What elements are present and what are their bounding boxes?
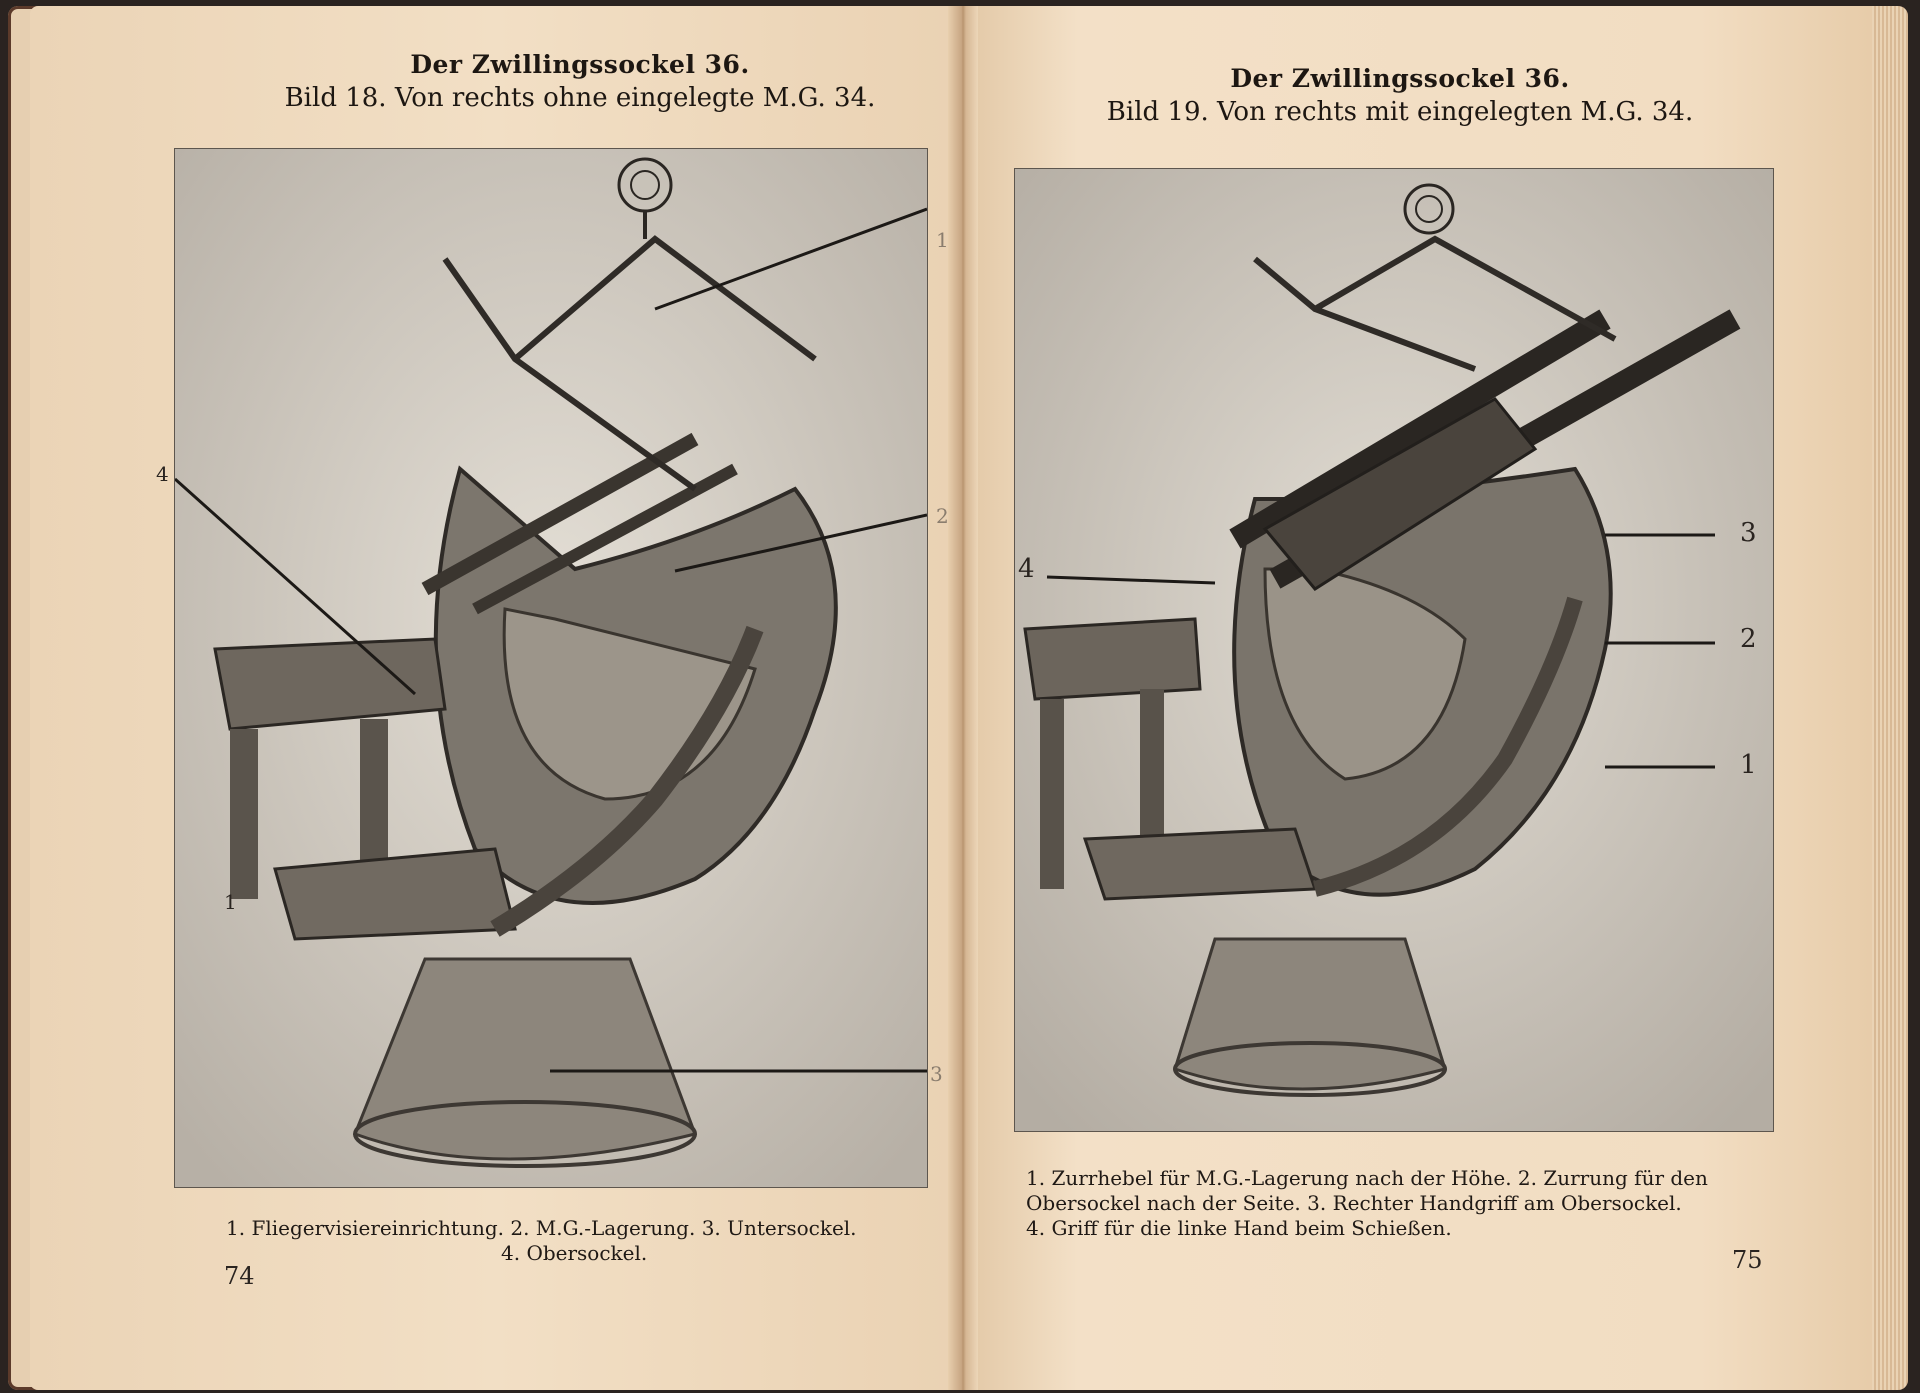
right-callout-1: 1: [1740, 750, 1757, 780]
left-header: [230, 50, 930, 113]
right-caption-line1: 1. Zurrhebel für M.G.-Lagerung nach der Höhe. 2. Zurrung für den: [1026, 1166, 1708, 1190]
book-gutter: [948, 6, 978, 1390]
left-callout-4: 4: [156, 462, 169, 486]
left-caption-line1: 1. Fliegervisiereinrichtung. 2. M.G.-Lagerung. 3. Untersockel.: [226, 1216, 857, 1240]
right-caption-line3: 4. Griff für die linke Hand beim Schießen.: [1026, 1216, 1452, 1240]
right-page-title: Der Zwillingssockel 36.: [1230, 64, 1570, 93]
twin-mount-illustration-left: [175, 149, 927, 1187]
page-edges: [1872, 6, 1908, 1390]
left-figure-photo: [174, 148, 928, 1188]
left-page-title: Der Zwillingssockel 36.: [410, 50, 750, 79]
right-callout-2: 2: [1740, 624, 1757, 654]
left-caption: [226, 1216, 926, 1266]
left-caption-line2: 4. Obersockel.: [501, 1241, 648, 1265]
left-figure-title: Bild 18. Von rechts ohne eingelegte M.G. 34.: [284, 83, 876, 113]
left-edge-callout-2: 2: [936, 504, 949, 528]
left-edge-callout-1: 1: [936, 228, 949, 252]
left-edge-callout-3: 3: [930, 1062, 943, 1086]
right-page-number: 75: [1732, 1246, 1763, 1274]
right-callout-3: 3: [1740, 518, 1757, 548]
right-caption-line2: Obersockel nach der Seite. 3. Rechter Handgriff am Obersockel.: [1026, 1191, 1682, 1215]
right-header: [1060, 64, 1740, 127]
right-figure-photo: [1014, 168, 1774, 1132]
right-callout-4: 4: [1018, 554, 1035, 584]
left-page-number: 74: [224, 1262, 255, 1290]
right-figure-title: Bild 19. Von rechts mit eingelegten M.G. 34.: [1106, 97, 1694, 127]
twin-mount-illustration-right: [1015, 169, 1773, 1131]
left-callout-1: 1: [224, 890, 237, 914]
right-caption: [1026, 1166, 1766, 1241]
